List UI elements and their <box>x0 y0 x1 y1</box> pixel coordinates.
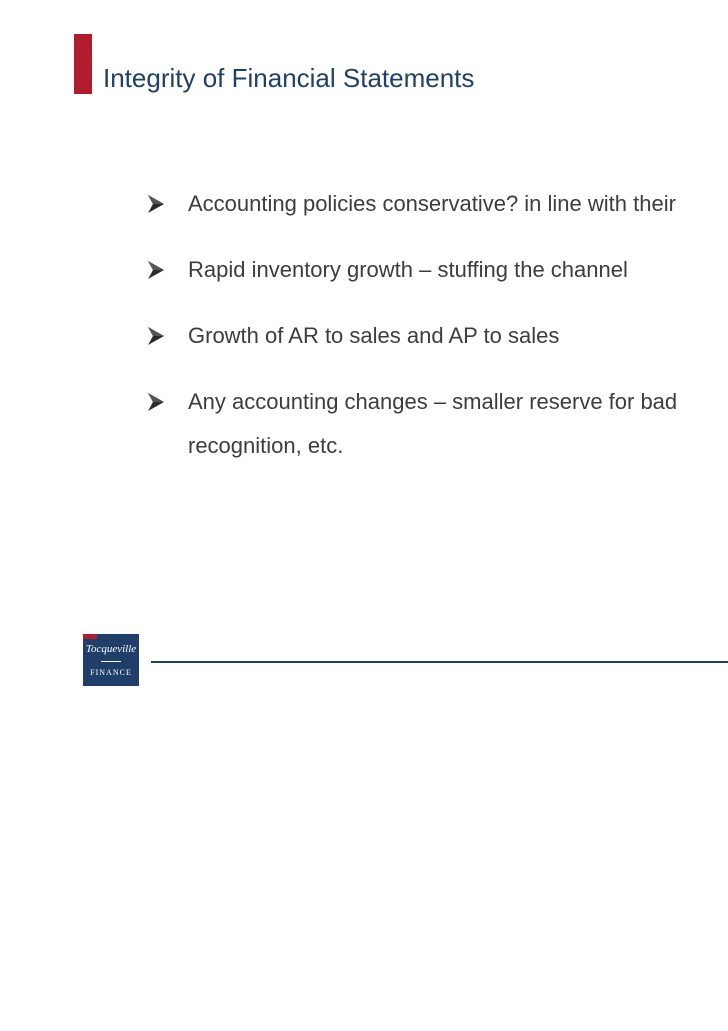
logo-subtitle: FINANCE <box>90 668 132 677</box>
logo-divider <box>101 661 121 662</box>
footer-divider <box>151 661 728 663</box>
bullet-item <box>148 248 728 292</box>
bullet-text: Growth of AR to sales and AP to sales <box>188 323 560 348</box>
slide-title: Integrity of Financial Statements <box>103 63 475 93</box>
bullet-text: Accounting policies conservative? in line with their <box>188 191 676 216</box>
arrow-bullet-icon <box>148 248 176 292</box>
bullet-text: Any accounting changes – smaller reserve for bad <box>188 389 678 414</box>
title-accent-bar <box>74 34 92 94</box>
bullet-item <box>148 314 728 358</box>
company-logo <box>83 634 139 686</box>
arrow-bullet-icon <box>148 380 176 424</box>
bullet-list <box>148 182 728 490</box>
logo-name: Tocqueville <box>85 643 137 655</box>
arrow-bullet-icon <box>148 314 176 358</box>
bullet-text-continuation: recognition, etc. <box>188 433 344 458</box>
bullet-text: Rapid inventory growth – stuffing the channel <box>188 257 628 282</box>
bullet-item <box>148 182 728 226</box>
arrow-bullet-icon <box>148 182 176 226</box>
bullet-item <box>148 380 728 468</box>
logo-accent <box>83 634 97 639</box>
